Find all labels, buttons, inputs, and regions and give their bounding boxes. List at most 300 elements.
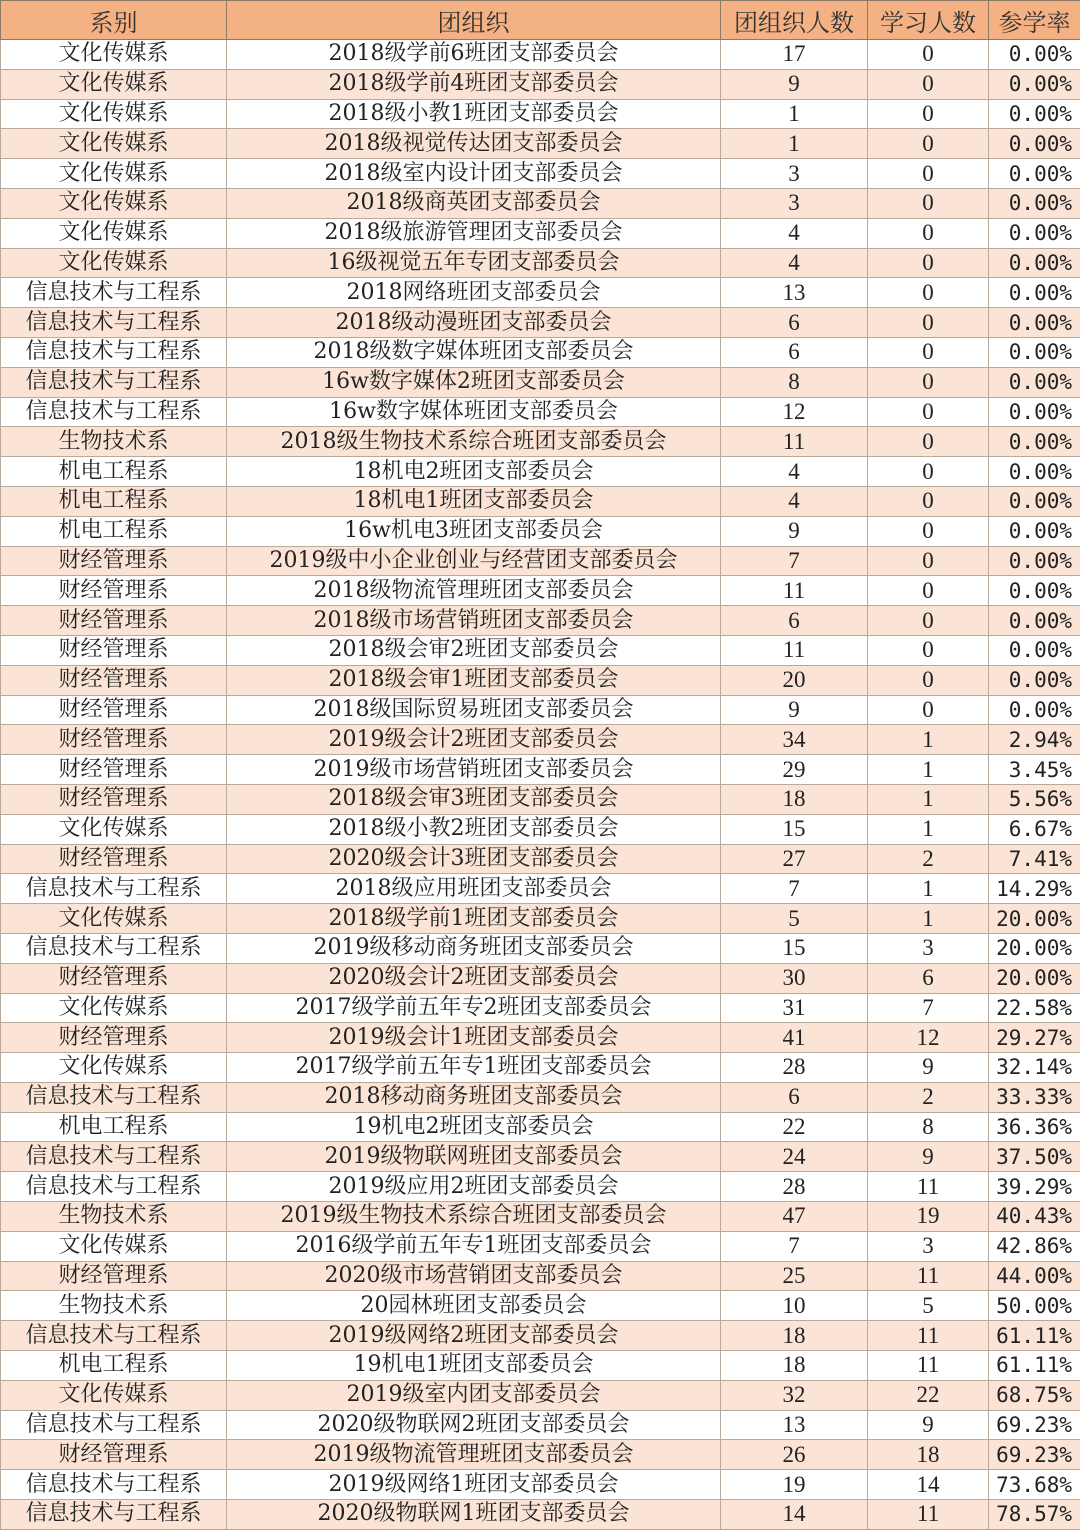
cell-department: 财经管理系 [1,576,227,606]
cell-participation-rate: 78.57% [989,1500,1080,1530]
cell-study-count: 22 [868,1380,989,1410]
cell-study-count: 2 [868,844,989,874]
cell-study-count: 0 [868,337,989,367]
cell-league-organization: 2018级视觉传达团支部委员会 [227,129,721,159]
cell-league-organization: 20园林班团支部委员会 [227,1291,721,1321]
cell-participation-rate: 32.14% [989,1053,1080,1083]
header-participation-rate: 参学率 [989,1,1080,40]
cell-league-organization: 16w数字媒体班团支部委员会 [227,397,721,427]
cell-department: 信息技术与工程系 [1,1082,227,1112]
cell-department: 文化传媒系 [1,993,227,1023]
cell-member-count: 13 [721,1410,868,1440]
table-row [1,516,1080,546]
cell-study-count: 0 [868,188,989,218]
cell-department: 文化传媒系 [1,159,227,189]
cell-department: 财经管理系 [1,635,227,665]
cell-league-organization: 2018级物流管理班团支部委员会 [227,576,721,606]
cell-participation-rate: 2.94% [989,725,1080,755]
cell-department: 财经管理系 [1,695,227,725]
cell-participation-rate: 20.00% [989,904,1080,934]
cell-study-count: 0 [868,278,989,308]
table-row [1,427,1080,457]
cell-league-organization: 2017级学前五年专2班团支部委员会 [227,993,721,1023]
cell-study-count: 0 [868,308,989,338]
cell-department: 信息技术与工程系 [1,1172,227,1202]
cell-league-organization: 2020级会计3班团支部委员会 [227,844,721,874]
cell-participation-rate: 20.00% [989,963,1080,993]
cell-member-count: 15 [721,933,868,963]
cell-participation-rate: 0.00% [989,397,1080,427]
cell-participation-rate: 0.00% [989,367,1080,397]
cell-department: 信息技术与工程系 [1,1142,227,1172]
cell-participation-rate: 0.00% [989,457,1080,487]
table-row [1,69,1080,99]
cell-department: 文化传媒系 [1,99,227,129]
cell-league-organization: 2019级应用2班团支部委员会 [227,1172,721,1202]
cell-study-count: 0 [868,159,989,189]
cell-study-count: 18 [868,1440,989,1470]
cell-member-count: 18 [721,1351,868,1381]
cell-member-count: 1 [721,129,868,159]
cell-department: 财经管理系 [1,784,227,814]
cell-league-organization: 2018网络班团支部委员会 [227,278,721,308]
cell-participation-rate: 0.00% [989,69,1080,99]
cell-member-count: 4 [721,486,868,516]
cell-league-organization: 16级视觉五年专团支部委员会 [227,248,721,278]
cell-participation-rate: 44.00% [989,1261,1080,1291]
cell-league-organization: 2018级生物技术系综合班团支部委员会 [227,427,721,457]
cell-study-count: 0 [868,40,989,70]
table-row [1,397,1080,427]
cell-study-count: 0 [868,69,989,99]
cell-participation-rate: 5.56% [989,784,1080,814]
table-row [1,546,1080,576]
cell-league-organization: 2019级移动商务班团支部委员会 [227,933,721,963]
cell-member-count: 30 [721,963,868,993]
cell-league-organization: 2018移动商务班团支部委员会 [227,1082,721,1112]
cell-department: 信息技术与工程系 [1,1410,227,1440]
cell-study-count: 0 [868,397,989,427]
table-row [1,576,1080,606]
cell-member-count: 34 [721,725,868,755]
cell-department: 机电工程系 [1,486,227,516]
cell-department: 生物技术系 [1,1291,227,1321]
cell-league-organization: 2018级应用班团支部委员会 [227,874,721,904]
table-row [1,40,1080,70]
cell-study-count: 1 [868,755,989,785]
cell-study-count: 11 [868,1500,989,1530]
cell-study-count: 0 [868,695,989,725]
cell-study-count: 0 [868,516,989,546]
cell-department: 财经管理系 [1,546,227,576]
cell-member-count: 8 [721,367,868,397]
cell-department: 财经管理系 [1,1023,227,1053]
cell-member-count: 11 [721,635,868,665]
cell-department: 信息技术与工程系 [1,367,227,397]
cell-league-organization: 2018级会审2班团支部委员会 [227,635,721,665]
cell-department: 文化传媒系 [1,814,227,844]
cell-participation-rate: 0.00% [989,188,1080,218]
cell-department: 财经管理系 [1,1440,227,1470]
table-row [1,308,1080,338]
header-department: 系别 [1,1,227,40]
table-row [1,963,1080,993]
cell-participation-rate: 0.00% [989,427,1080,457]
cell-department: 文化传媒系 [1,188,227,218]
table-row [1,278,1080,308]
cell-member-count: 12 [721,397,868,427]
table-row [1,993,1080,1023]
cell-department: 信息技术与工程系 [1,1321,227,1351]
table-row [1,874,1080,904]
cell-department: 财经管理系 [1,844,227,874]
cell-member-count: 10 [721,1291,868,1321]
cell-study-count: 1 [868,814,989,844]
cell-league-organization: 2018级商英团支部委员会 [227,188,721,218]
table-row [1,1500,1080,1530]
cell-department: 财经管理系 [1,725,227,755]
cell-study-count: 12 [868,1023,989,1053]
cell-member-count: 9 [721,69,868,99]
cell-member-count: 15 [721,814,868,844]
cell-league-organization: 2018级动漫班团支部委员会 [227,308,721,338]
cell-member-count: 9 [721,695,868,725]
cell-participation-rate: 0.00% [989,337,1080,367]
cell-department: 文化传媒系 [1,248,227,278]
cell-member-count: 6 [721,337,868,367]
table-row [1,784,1080,814]
cell-study-count: 9 [868,1053,989,1083]
cell-league-organization: 2019级市场营销班团支部委员会 [227,755,721,785]
cell-participation-rate: 0.00% [989,576,1080,606]
cell-study-count: 14 [868,1470,989,1500]
cell-participation-rate: 0.00% [989,665,1080,695]
cell-department: 信息技术与工程系 [1,1500,227,1530]
cell-member-count: 6 [721,606,868,636]
cell-study-count: 1 [868,904,989,934]
cell-department: 信息技术与工程系 [1,397,227,427]
cell-study-count: 19 [868,1202,989,1232]
cell-member-count: 3 [721,188,868,218]
cell-league-organization: 2019级会计1班团支部委员会 [227,1023,721,1053]
cell-member-count: 18 [721,1321,868,1351]
table-row [1,1261,1080,1291]
cell-league-organization: 2018级市场营销班团支部委员会 [227,606,721,636]
cell-league-organization: 2018级旅游管理团支部委员会 [227,218,721,248]
cell-department: 机电工程系 [1,1351,227,1381]
cell-department: 信息技术与工程系 [1,1470,227,1500]
cell-league-organization: 16w机电3班团支部委员会 [227,516,721,546]
table-row [1,904,1080,934]
cell-member-count: 6 [721,1082,868,1112]
cell-study-count: 0 [868,486,989,516]
cell-member-count: 31 [721,993,868,1023]
table-row [1,1470,1080,1500]
cell-department: 文化传媒系 [1,904,227,934]
cell-member-count: 9 [721,516,868,546]
table-row [1,457,1080,487]
cell-league-organization: 2018级小教1班团支部委员会 [227,99,721,129]
cell-department: 文化传媒系 [1,1380,227,1410]
cell-member-count: 25 [721,1261,868,1291]
table-row [1,1410,1080,1440]
cell-member-count: 3 [721,159,868,189]
cell-study-count: 11 [868,1321,989,1351]
cell-participation-rate: 69.23% [989,1440,1080,1470]
cell-department: 生物技术系 [1,427,227,457]
cell-study-count: 0 [868,606,989,636]
cell-participation-rate: 33.33% [989,1082,1080,1112]
header-study-count: 学习人数 [868,1,989,40]
cell-study-count: 2 [868,1082,989,1112]
cell-department: 财经管理系 [1,1261,227,1291]
cell-league-organization: 16w数字媒体2班团支部委员会 [227,367,721,397]
cell-study-count: 0 [868,427,989,457]
cell-study-count: 6 [868,963,989,993]
cell-participation-rate: 68.75% [989,1380,1080,1410]
cell-participation-rate: 29.27% [989,1023,1080,1053]
cell-league-organization: 2020级会计2班团支部委员会 [227,963,721,993]
cell-study-count: 1 [868,725,989,755]
cell-member-count: 47 [721,1202,868,1232]
header-member-count: 团组织人数 [721,1,868,40]
cell-department: 财经管理系 [1,606,227,636]
cell-study-count: 3 [868,1231,989,1261]
cell-study-count: 9 [868,1410,989,1440]
cell-league-organization: 2020级市场营销团支部委员会 [227,1261,721,1291]
cell-league-organization: 2019级会计2班团支部委员会 [227,725,721,755]
cell-department: 机电工程系 [1,516,227,546]
table-row [1,665,1080,695]
cell-participation-rate: 0.00% [989,308,1080,338]
cell-league-organization: 2019级室内团支部委员会 [227,1380,721,1410]
cell-member-count: 20 [721,665,868,695]
cell-department: 信息技术与工程系 [1,874,227,904]
table-row [1,1231,1080,1261]
cell-league-organization: 2018级学前1班团支部委员会 [227,904,721,934]
cell-department: 文化传媒系 [1,1231,227,1261]
cell-study-count: 11 [868,1351,989,1381]
table-row [1,1023,1080,1053]
table-row [1,188,1080,218]
cell-participation-rate: 73.68% [989,1470,1080,1500]
cell-member-count: 24 [721,1142,868,1172]
cell-study-count: 0 [868,576,989,606]
cell-member-count: 11 [721,427,868,457]
table-row [1,814,1080,844]
cell-league-organization: 2020级物联网2班团支部委员会 [227,1410,721,1440]
cell-member-count: 41 [721,1023,868,1053]
table-row [1,99,1080,129]
table-row [1,1082,1080,1112]
table-row [1,1351,1080,1381]
cell-department: 信息技术与工程系 [1,308,227,338]
table-row [1,755,1080,785]
table-row [1,1142,1080,1172]
cell-league-organization: 2020级物联网1班团支部委员会 [227,1500,721,1530]
cell-league-organization: 2018级学前4班团支部委员会 [227,69,721,99]
table-row [1,1172,1080,1202]
cell-participation-rate: 0.00% [989,695,1080,725]
cell-league-organization: 18机电2班团支部委员会 [227,457,721,487]
cell-study-count: 0 [868,99,989,129]
cell-department: 文化传媒系 [1,40,227,70]
cell-department: 信息技术与工程系 [1,278,227,308]
cell-member-count: 7 [721,546,868,576]
cell-league-organization: 2019级中小企业创业与经营团支部委员会 [227,546,721,576]
cell-league-organization: 2018级会审3班团支部委员会 [227,784,721,814]
cell-league-organization: 2018级国际贸易班团支部委员会 [227,695,721,725]
cell-member-count: 14 [721,1500,868,1530]
cell-participation-rate: 37.50% [989,1142,1080,1172]
cell-member-count: 7 [721,874,868,904]
cell-study-count: 7 [868,993,989,1023]
table-row [1,695,1080,725]
cell-department: 财经管理系 [1,963,227,993]
cell-member-count: 28 [721,1053,868,1083]
cell-study-count: 8 [868,1112,989,1142]
cell-member-count: 13 [721,278,868,308]
cell-study-count: 11 [868,1261,989,1291]
cell-league-organization: 2019级物流管理班团支部委员会 [227,1440,721,1470]
cell-study-count: 0 [868,367,989,397]
cell-study-count: 5 [868,1291,989,1321]
cell-study-count: 3 [868,933,989,963]
cell-member-count: 4 [721,457,868,487]
cell-member-count: 26 [721,1440,868,1470]
cell-league-organization: 19机电2班团支部委员会 [227,1112,721,1142]
cell-league-organization: 2018级室内设计团支部委员会 [227,159,721,189]
table-row [1,337,1080,367]
table-row [1,1053,1080,1083]
cell-study-count: 0 [868,665,989,695]
cell-member-count: 1 [721,99,868,129]
cell-study-count: 0 [868,457,989,487]
cell-member-count: 19 [721,1470,868,1500]
cell-participation-rate: 22.58% [989,993,1080,1023]
cell-participation-rate: 50.00% [989,1291,1080,1321]
cell-participation-rate: 0.00% [989,606,1080,636]
table-row [1,1291,1080,1321]
cell-participation-rate: 0.00% [989,248,1080,278]
cell-study-count: 1 [868,784,989,814]
cell-member-count: 4 [721,248,868,278]
table-row [1,1202,1080,1232]
table-row [1,933,1080,963]
cell-member-count: 6 [721,308,868,338]
cell-study-count: 1 [868,874,989,904]
cell-league-organization: 2018级会审1班团支部委员会 [227,665,721,695]
cell-league-organization: 2019级网络1班团支部委员会 [227,1470,721,1500]
cell-participation-rate: 14.29% [989,874,1080,904]
cell-participation-rate: 0.00% [989,129,1080,159]
cell-member-count: 11 [721,576,868,606]
table-row [1,218,1080,248]
cell-department: 生物技术系 [1,1202,227,1232]
cell-league-organization: 2019级物联网班团支部委员会 [227,1142,721,1172]
cell-participation-rate: 36.36% [989,1112,1080,1142]
cell-participation-rate: 0.00% [989,546,1080,576]
cell-study-count: 0 [868,635,989,665]
cell-member-count: 17 [721,40,868,70]
cell-participation-rate: 0.00% [989,278,1080,308]
cell-league-organization: 2017级学前五年专1班团支部委员会 [227,1053,721,1083]
cell-member-count: 22 [721,1112,868,1142]
cell-member-count: 29 [721,755,868,785]
table-row [1,129,1080,159]
cell-participation-rate: 6.67% [989,814,1080,844]
cell-participation-rate: 20.00% [989,933,1080,963]
cell-department: 文化传媒系 [1,129,227,159]
table-row [1,1440,1080,1470]
table-row [1,1112,1080,1142]
header-league-organization: 团组织 [227,1,721,40]
table-row [1,1380,1080,1410]
table-row [1,486,1080,516]
cell-league-organization: 2019级网络2班团支部委员会 [227,1321,721,1351]
cell-study-count: 0 [868,546,989,576]
table-row [1,367,1080,397]
cell-member-count: 18 [721,784,868,814]
table-row [1,844,1080,874]
cell-participation-rate: 0.00% [989,516,1080,546]
cell-participation-rate: 0.00% [989,635,1080,665]
cell-league-organization: 2018级小教2班团支部委员会 [227,814,721,844]
cell-league-organization: 2018级数字媒体班团支部委员会 [227,337,721,367]
cell-league-organization: 2018级学前6班团支部委员会 [227,40,721,70]
cell-league-organization: 2016级学前五年专1班团支部委员会 [227,1231,721,1261]
cell-participation-rate: 7.41% [989,844,1080,874]
cell-participation-rate: 3.45% [989,755,1080,785]
cell-participation-rate: 0.00% [989,99,1080,129]
table-row [1,606,1080,636]
cell-study-count: 0 [868,248,989,278]
cell-participation-rate: 69.23% [989,1410,1080,1440]
cell-participation-rate: 61.11% [989,1321,1080,1351]
table-row [1,248,1080,278]
cell-department: 文化传媒系 [1,69,227,99]
cell-department: 文化传媒系 [1,1053,227,1083]
cell-study-count: 9 [868,1142,989,1172]
table-row [1,1321,1080,1351]
cell-study-count: 11 [868,1172,989,1202]
table-body [1,40,1080,1530]
cell-league-organization: 18机电1班团支部委员会 [227,486,721,516]
cell-participation-rate: 39.29% [989,1172,1080,1202]
cell-department: 机电工程系 [1,1112,227,1142]
table-row [1,725,1080,755]
table-row [1,635,1080,665]
cell-participation-rate: 61.11% [989,1351,1080,1381]
cell-department: 信息技术与工程系 [1,933,227,963]
cell-league-organization: 19机电1班团支部委员会 [227,1351,721,1381]
cell-member-count: 32 [721,1380,868,1410]
cell-study-count: 0 [868,218,989,248]
cell-department: 财经管理系 [1,665,227,695]
table-row [1,159,1080,189]
cell-participation-rate: 0.00% [989,40,1080,70]
cell-member-count: 4 [721,218,868,248]
cell-league-organization: 2019级生物技术系综合班团支部委员会 [227,1202,721,1232]
cell-participation-rate: 40.43% [989,1202,1080,1232]
cell-department: 文化传媒系 [1,218,227,248]
cell-member-count: 7 [721,1231,868,1261]
cell-participation-rate: 0.00% [989,159,1080,189]
header-row [1,1,1080,40]
cell-member-count: 28 [721,1172,868,1202]
cell-study-count: 0 [868,129,989,159]
cell-member-count: 5 [721,904,868,934]
